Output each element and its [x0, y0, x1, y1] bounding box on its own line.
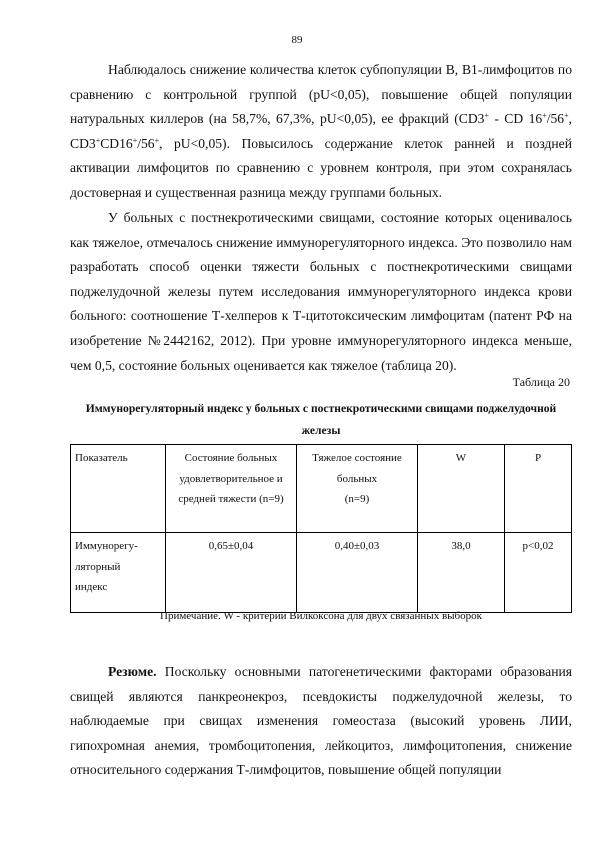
header-severe-group — [297, 445, 418, 533]
p1-sup5: + — [132, 135, 138, 145]
cell-severe-value: 0,40±0,03 — [297, 533, 418, 613]
header-moderate-line-2: удовлетворительное и — [179, 472, 283, 485]
header-severe-line-1: Тяжелое состояние — [312, 452, 402, 464]
paragraph-immunoregulatory-index — [70, 206, 572, 378]
data-table — [70, 444, 572, 613]
page-number: 89 — [291, 34, 303, 46]
table-note: Примечание. W - критерий Вилкоксона для двух связанных выборок — [160, 610, 482, 622]
indicator-line-3: индекс — [75, 581, 108, 593]
header-severe-line-2: больных — [336, 472, 378, 485]
header-moderate-line-3: средней тяжести (n=9) — [178, 493, 284, 505]
p1-seg3: /56 — [546, 111, 565, 127]
cell-w-value: 38,0 — [418, 533, 505, 613]
p1-seg1: Наблюдалось снижение количества клеток субпопуляции В, В1-лимфоцитов по сравнению с контрольной группой (pU<0,05), повышение общей популяции натуральных киллеров (на 58,7%, 67,3%, pU<0,05), ее фракций (CD3 — [70, 62, 572, 127]
table-header-row — [71, 445, 572, 533]
header-moderate-group — [166, 445, 297, 533]
p1-sup3: + — [564, 111, 569, 121]
cell-moderate-value: 0,65±0,04 — [166, 533, 297, 613]
indicator-line-2: ляторный — [75, 560, 121, 573]
p1-seg2: - CD 16 — [489, 111, 543, 127]
cell-indicator — [71, 533, 166, 613]
header-severe-line-3: (n=9) — [344, 493, 370, 505]
p1-sup6: + — [154, 135, 160, 145]
table-title: Иммунорегуляторный индекс у больных с постнекротическими свищами поджелудочной железы — [85, 402, 557, 437]
cell-p-value: p<0,02 — [505, 533, 572, 613]
paragraph-1-text — [70, 58, 572, 206]
header-p: P — [505, 445, 572, 533]
paragraph-summary — [70, 660, 572, 783]
summary-lead: Резюме. — [108, 664, 157, 679]
summary-body: Поскольку основными патогенетическими факторами образования свищей являются панкреонекроз, псевдокисты поджелудочной железы, то наблюдаемые при свищах изменения гомеостаза (высокий уровень ЛИИ, гипохромная анемия, тромбоцитопения, лейкоцитоз, лимфоцитопения, снижение относительного содержания Т-лимфоцитов, повышение общей популяции — [70, 664, 572, 778]
table-label: Таблица 20 — [512, 375, 570, 389]
p1-seg4: , CD3 — [70, 111, 572, 151]
summary-text — [70, 660, 572, 783]
paragraph-lymphocytes — [70, 58, 572, 206]
header-moderate-line-1: Состояние больных — [184, 452, 278, 464]
indicator-line-1: Иммунорегу- — [75, 540, 138, 552]
p1-sup1: + — [484, 111, 489, 121]
header-w: W — [418, 445, 505, 533]
p1-sup2: + — [542, 111, 547, 121]
table-row — [71, 533, 572, 613]
p1-seg7: , pU<0,05). Повысилось содержание клеток ранней и поздней активации лимфоцитов по сравнению с уровнем контроля, при этом сохранялась достоверная и существенная разница между группами больных. — [70, 135, 572, 200]
header-indicator: Показатель — [71, 445, 166, 533]
p1-seg6: /56 — [137, 135, 155, 151]
p1-sup4: + — [95, 135, 101, 145]
p1-seg5: CD16 — [100, 135, 133, 151]
paragraph-2-text: У больных с постнекротическими свищами, состояние которых оценивалось как тяжелое, отмечалось снижение иммунорегуляторного индекса. Это позволило нам разработать способ оценки тяжести больных с постнекротическими свищами поджелудочной железы путем исследования иммунорегуляторного индекса крови больного: соотношение Т-хелперов к Т-цитотоксическим лимфоцитам (патент РФ на изобретение №2442162, 2012). При уровне иммунорегуляторного индекса меньше, чем 0,5, состояние больных оценивается как тяжелое (таблица 20). — [70, 210, 572, 373]
